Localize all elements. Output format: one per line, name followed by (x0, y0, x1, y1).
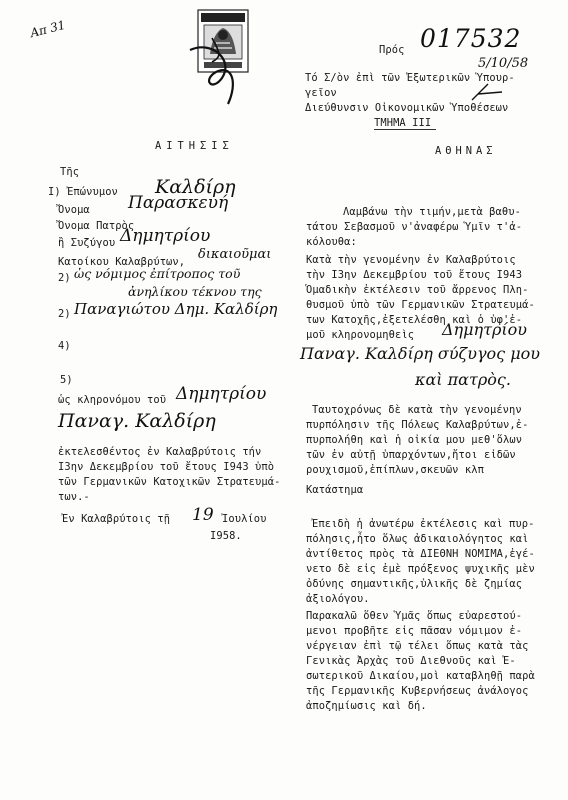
left-l10: 5) (60, 374, 73, 386)
right-p1-8: μοῦ κληρονομηθεὶς (306, 329, 415, 341)
left-l11-hand: Δημητρίου (176, 384, 267, 404)
left-l14: Ι3ην Δεκεμβρίου τοῦ ἔτους Ι943 ὑπὸ (58, 461, 275, 473)
left-l12-hand: Παναγ. Καλδίρη (58, 410, 216, 432)
left-l6-hand: ὡς νόμιμος ἐπίτροπος τοῦ (74, 266, 241, 281)
left-l11-label: ὡς κληρονόμου τοῦ (58, 394, 167, 406)
recipient-line3: Διεύθυνσιν Οἰκονομικῶν Ὑποθέσεων (305, 102, 509, 114)
date-rule-mark (468, 82, 508, 102)
right-p1-1: τάτου Σεβασμοῦ ν'ἀναφέρω Ὑμῖν τ'ἀ- (306, 221, 523, 233)
left-l15: τῶν Γερμανικῶν Κατοχικῶν Στρατευμά- (58, 476, 281, 488)
left-l6-prefix: 2) (58, 272, 71, 284)
left-l4-label: ἢ Συζύγου (58, 237, 116, 249)
left-l1-label: Ι) Ἐπώνυμον (48, 186, 118, 198)
protocol-number: 017532 (420, 24, 522, 53)
right-p1-0: Λαμβάνω τὴν τιμήν,μετὰ βαθυ- (343, 206, 521, 218)
left-l17-label: Ἐν Καλαβρύτοις τῇ (62, 513, 171, 525)
right-p3-1: πόλησις,ἦτο ὅλως ἀδικαιολόγητος καὶ (306, 533, 529, 545)
recipient-line1: Τό Σ/ὸν ἐπὶ τῶν Ἐξωτερικῶν Ὑπουρ- (305, 72, 515, 84)
left-l5-hand: δικαιοῦμαι (198, 247, 272, 262)
right-p3-12: ἀποζημίωσις καὶ δή. (306, 700, 427, 712)
recipient-pros: Πρός (379, 44, 405, 56)
right-p1-3: Κατὰ τὴν γενομένην ἐν Καλαβρύτοις (306, 254, 516, 266)
left-l18: Ι958. (210, 530, 242, 542)
right-p3-0: Ἐπειδὴ ἡ ἀνωτέρω ἐκτέλεσις καὶ πυρ- (312, 518, 535, 530)
left-l16: των.- (58, 491, 90, 503)
left-l7-hand: ἀνηλίκου τέκνου της (128, 284, 262, 299)
right-p3-10: σωτερικοῦ Δικαίου,μοὶ καταβληθῇ παρὰ (306, 670, 535, 682)
right-p3-7: μενοι προβῆτε εἰς πᾶσαν νόμιμον ἐ- (306, 625, 523, 637)
left-l2-label: Ὄνομα (58, 204, 90, 216)
right-p3-3: νετο δὲ εἰς ἐμὲ πρόξενος ψυχικῆς μὲν (306, 563, 535, 575)
right-p3-4: ὀδύνης σημαντικῆς,ὑλικῆς δὲ ζημίας (306, 578, 523, 590)
left-l17-hand: 19 (192, 505, 214, 525)
right-p1-7: των Κατοχῆς,ἐξετελέσθη καὶ ὁ ὑφ'ἐ- (306, 314, 523, 326)
document-title: ΑΙΤΗΣΙΣ (155, 140, 234, 152)
left-l1-hand: Καλδίρη (155, 176, 236, 198)
left-l2-hand: Παρασκευή (128, 193, 229, 213)
right-p1-4: τὴν Ι3ην Δεκεμβρίου τοῦ ἔτους Ι943 (306, 269, 523, 281)
right-p3-11: τῆς Γερμανικῆς Κυβερνήσεως ἀνάλογος (306, 685, 529, 697)
right-p3-9: Γενικὰς Ἀρχὰς τοῦ Διεθνοῦς καὶ Ἐ- (306, 655, 516, 667)
right-p3-5: ἀξιολόγου. (306, 593, 370, 605)
right-p2-3: τῶν ἐν αὐτῇ ὑπαρχόντων,ἤτοι εἰδῶν (306, 449, 516, 461)
left-tis: Τῆς (60, 166, 80, 178)
right-p1-5: Ὁμαδικὴν ἐκτέλεσιν τοῦ ἄρρενος Πλη- (306, 284, 529, 296)
recipient-line4: ΤΜΗΜΑ ΙΙΙ (374, 117, 432, 129)
right-p3-8: νέργειαν ἐπὶ τῷ τέλει ὅπως κατὰ τὰς (306, 640, 529, 652)
left-l8-prefix: 2) (58, 308, 71, 320)
left-l4-hand: Δημητρίου (120, 226, 211, 246)
left-l3-label: Ὄνομα Πατρὸς (58, 220, 135, 232)
recipient-line2: γεῖον (305, 87, 337, 99)
right-p1-hand1: Δημητρίου (442, 320, 528, 339)
right-p3-2: ἀντίθετος πρὸς τὰ ΔΙΕΘΝΗ ΝΟΜΙΜΑ,ἐγέ- (306, 548, 535, 560)
right-p2-1: πυρπόλησιν τῆς Πόλεως Καλαβρύτων,ἐ- (306, 419, 529, 431)
recipient-line4-underline (374, 129, 436, 130)
right-p2-4: ρουχισμοῦ,ἐπίπλων,σκευῶν κλπ (306, 464, 484, 476)
left-l17-month: Ἰουλίου (222, 513, 267, 525)
left-l8-hand: Παναγιώτου Δημ. Καλδίρη (74, 300, 278, 318)
right-p1-2: κόλουθα: (306, 236, 357, 248)
right-p2-5: Κατάστημα (306, 484, 364, 496)
left-l9: 4) (58, 340, 71, 352)
right-p2-2: πυρπολήθη καὶ ἡ οἰκία μου μεθ'ὅλων (306, 434, 523, 446)
right-p1-hand2: Παναγ. Καλδίρη σύζυγος μου (300, 344, 540, 363)
protocol-date: 5/10/58 (478, 56, 529, 71)
right-p3-6: Παρακαλῶ ὅθεν Ὑμᾶς ὅπως εὐαρεστού- (306, 610, 523, 622)
signature-paraph-icon (182, 30, 252, 110)
left-l13: ἐκτελεσθέντος ἐν Καλαβρύτοις τήν (58, 446, 262, 458)
right-p1-hand3: καὶ πατρὸς. (415, 370, 511, 389)
recipient-line5: ΑΘΗΝΑΣ (435, 145, 497, 157)
left-l5-label: Κατοίκου Καλαβρύτων, (58, 256, 186, 268)
right-p1-6: θυσμοῦ ὑπὸ τῶν Γερμανικῶν Στρατευμά- (306, 299, 535, 311)
margin-note: Απ 31 (28, 17, 67, 41)
right-p2-0: Ταυτοχρόνως δὲ κατὰ τὴν γενομένην (312, 404, 522, 416)
